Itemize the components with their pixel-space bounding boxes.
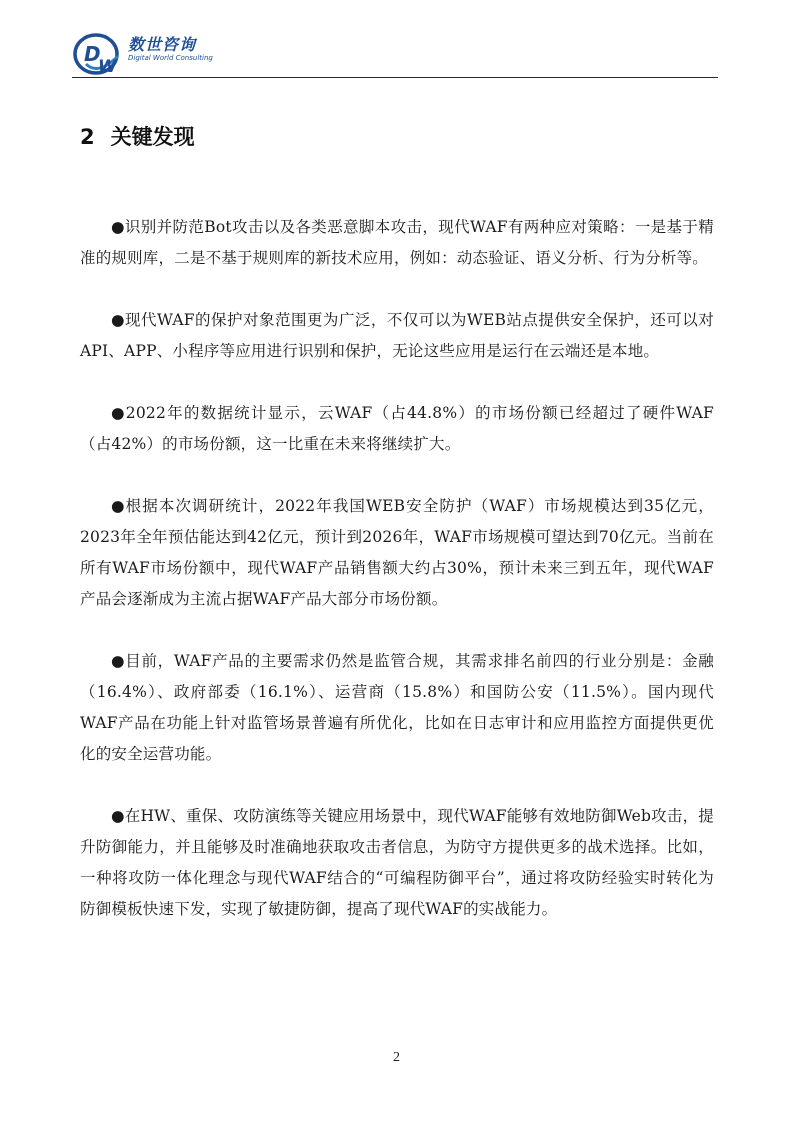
finding-paragraph: ●目前，WAF产品的主要需求仍然是监管合规，其需求排名前四的行业分别是：金融（16.4%）、政府部委（16.1%）、运营商（15.8%）和国防公安（11.5%）。国内现代WAF产品在功能上针对监管场景普遍有所优化，比如在日志审计和应用监控方面提供更优化的安全运营功能。 <box>80 652 714 763</box>
page-number: 2 <box>393 1050 400 1065</box>
section-number: 2 <box>80 125 95 149</box>
finding-paragraph: ●识别并防范Bot攻击以及各类恶意脚本攻击，现代WAF有两种应对策略：一是基于精准的规则库，二是不基于规则库的新技术应用，例如：动态验证、语义分析、行为分析等。 <box>80 218 714 267</box>
header-divider <box>72 77 718 78</box>
svg-text:W: W <box>98 57 117 76</box>
svg-text:D: D <box>84 42 101 66</box>
finding-paragraph: ●2022年的数据统计显示，云WAF（占44.8%）的市场份额已经超过了硬件WAF（占42%）的市场份额，这一比重在未来将继续扩大。 <box>80 404 714 453</box>
finding-paragraph: ●在HW、重保、攻防演练等关键应用场景中，现代WAF能够有效地防御Web攻击，提升防御能力，并且能够及时准确地获取攻击者信息，为防守方提供更多的战术选择。比如，一种将攻防一体化理念与现代WAF结合的“可编程防御平台”，通过将攻防经验实时转化为防御模板快速下发，实现了敏捷防御，提高了现代WAF的实战能力。 <box>80 807 714 918</box>
logo-text-cn: 数世咨询 <box>128 35 197 54</box>
page-header <box>72 30 718 78</box>
finding-paragraph: ●现代WAF的保护对象范围更为广泛，不仅可以为WEB站点提供安全保护，还可以对API、APP、小程序等应用进行识别和保护，无论这些应用是运行在云端还是本地。 <box>80 311 714 360</box>
section-title: 关键发现 <box>110 125 195 149</box>
finding-paragraph: ●根据本次调研统计，2022年我国WEB安全防护（WAF）市场规模达到35亿元， 2023年全年预估能达到42亿元，预计到2026年，WAF市场规模可望达到70亿元。当前在所有WAF市场份额中，现代WAF产品销售额大约占30%，预计未来三到五年，现代WAF产品会逐渐成为主流占据WAF产品大部分市场份额。 <box>80 497 714 608</box>
dw-logo-icon <box>72 30 134 76</box>
logo-text-en: Digital World Consulting <box>128 54 213 62</box>
section-heading <box>80 121 195 151</box>
body-content <box>80 212 714 956</box>
